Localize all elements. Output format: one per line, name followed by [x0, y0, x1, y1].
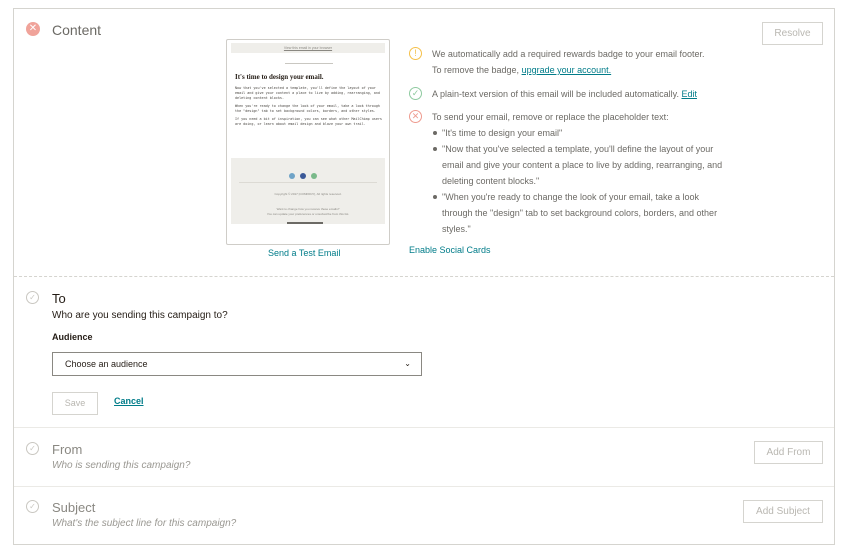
twitter-icon: [289, 173, 295, 179]
cancel-link[interactable]: Cancel: [114, 396, 144, 406]
preview-heading: It's time to design your email.: [235, 73, 324, 81]
to-section-title: To: [52, 291, 66, 306]
preview-body: [235, 86, 383, 130]
chevron-down-icon: ⌄: [404, 359, 411, 368]
badge-message-text: To remove the badge,: [432, 65, 520, 75]
badge-message: [432, 46, 704, 78]
audience-select[interactable]: [52, 352, 422, 376]
section-divider: [14, 427, 834, 428]
preview-footer: [231, 158, 385, 224]
check-circle-icon: ✓: [26, 500, 39, 513]
preview-scroll-bar: [287, 222, 323, 224]
campaign-checklist-card: [13, 8, 835, 545]
check-circle-icon: ✓: [26, 442, 39, 455]
audience-label: Audience: [52, 332, 93, 342]
badge-message-line: [432, 62, 704, 78]
plain-text-message: [432, 86, 697, 102]
preview-paragraph: When you're ready to change the look of your email, take a look through the "design" tab to set background colors, borders, and other styles.: [235, 104, 380, 113]
preview-footer-divider: [239, 182, 377, 183]
placeholder-message: To send your email, remove or replace the placeholder text:: [432, 112, 669, 122]
section-divider: [14, 486, 834, 487]
preview-footer-text: Want to change how you receive these emails?: [276, 207, 340, 211]
preview-header-divider: [285, 63, 333, 64]
facebook-icon: [300, 173, 306, 179]
enable-social-cards-link[interactable]: Enable Social Cards: [409, 245, 491, 255]
save-button[interactable]: Save: [52, 392, 98, 415]
warning-icon: !: [409, 47, 422, 60]
edit-plain-text-link[interactable]: Edit: [681, 89, 697, 99]
content-section: [14, 9, 834, 277]
preview-paragraph: Now that you've selected a template, you'll define the layout of your email and give your content a place to live by adding, rearranging, and deleting content blocks.: [235, 86, 380, 100]
preview-browser-link: View this email in your browser: [231, 43, 385, 53]
error-circle-icon: ✕: [409, 110, 422, 123]
subject-section-title: Subject: [52, 500, 96, 515]
plain-text-message-text: A plain-text version of this email will be included automatically.: [432, 89, 679, 99]
check-circle-icon: ✓: [409, 87, 422, 100]
upgrade-account-link[interactable]: upgrade your account.: [521, 65, 612, 75]
preview-copyright: Copyright © 2017 |COMPANY|, All rights reserved.: [274, 192, 342, 196]
list-item: "It's time to design your email": [432, 125, 732, 141]
from-section-title: From: [52, 442, 83, 457]
audience-select-value: Choose an audience: [65, 359, 148, 369]
check-circle-icon: ✓: [26, 291, 39, 304]
content-section-title: Content: [52, 22, 102, 38]
add-subject-button[interactable]: Add Subject: [743, 500, 823, 523]
error-circle-icon: ✕: [26, 22, 40, 36]
preview-footer-text: You can update your preferences or unsubscribe from this list.: [266, 212, 350, 216]
from-section-description: Who is sending this campaign?: [52, 460, 191, 471]
list-item: "Now that you've selected a template, you'll define the layout of your email and give your content a place to live by adding, rearranging, and deleting content blocks.": [432, 141, 732, 189]
email-preview-thumbnail[interactable]: [226, 39, 390, 245]
list-item: "When you're ready to change the look of your email, take a look through the "design" tab to set background colors, borders, and other styles.": [432, 189, 732, 237]
badge-message-line: We automatically add a required rewards badge to your email footer.: [432, 49, 705, 59]
send-test-email-link[interactable]: Send a Test Email: [268, 248, 341, 258]
subject-section-description: What's the subject line for this campaign?: [52, 518, 237, 529]
add-from-button[interactable]: Add From: [754, 441, 823, 464]
preview-paragraph: If you need a bit of inspiration, you can see what other MailChimp users are doing, or learn about email design and blaze your own trail.: [235, 117, 382, 126]
placeholder-list: [432, 125, 732, 237]
website-icon: [311, 173, 317, 179]
to-section-question: Who are you sending this campaign to?: [52, 310, 228, 321]
resolve-button[interactable]: Resolve: [762, 22, 823, 45]
